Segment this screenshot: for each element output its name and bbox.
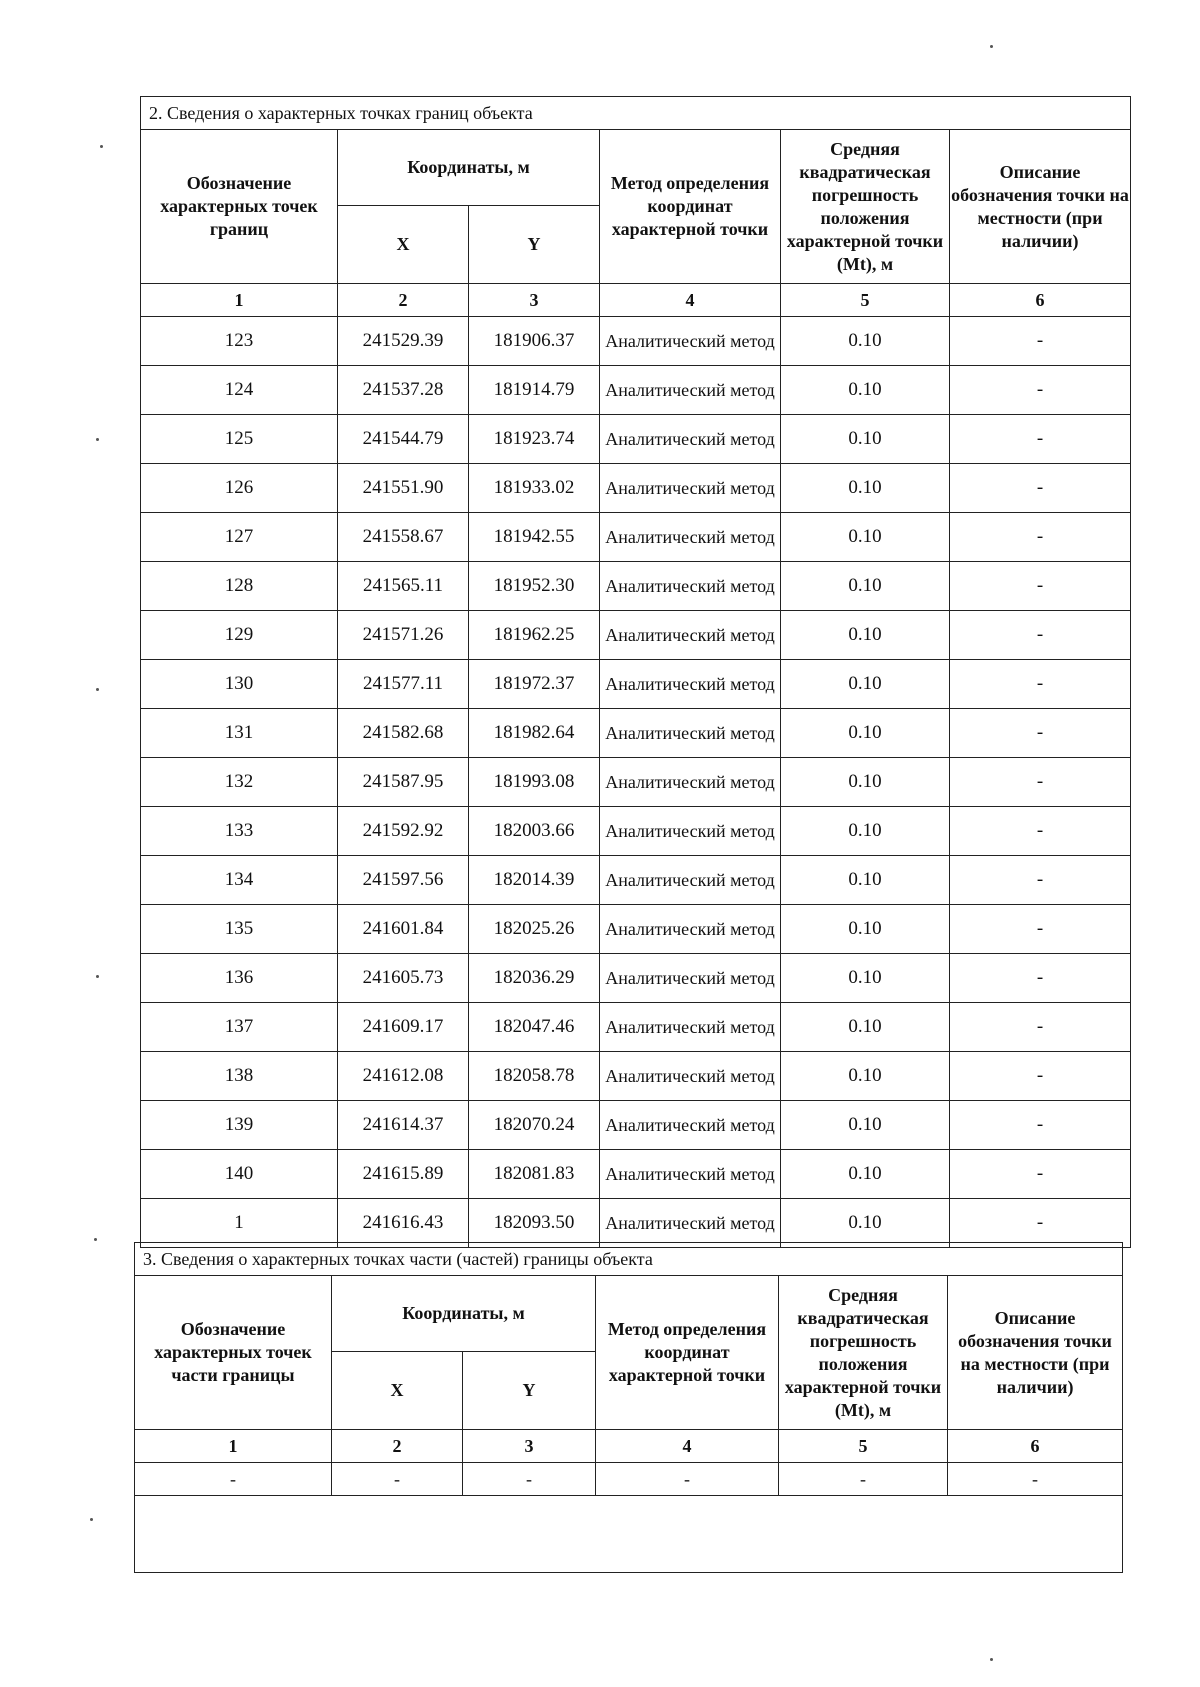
- table-row: [141, 660, 1131, 709]
- x-cell: 241551.90: [338, 464, 469, 513]
- point-cell: 131: [141, 709, 338, 758]
- section-3-title: 3. Сведения о характерных точках части (частей) границы объекта: [135, 1243, 1123, 1276]
- column-number: 2: [338, 284, 469, 317]
- header-method: Метод определения координат характерной точки: [600, 130, 781, 284]
- description-cell: -: [950, 562, 1131, 611]
- error-cell: -: [779, 1463, 948, 1496]
- y-cell: 181952.30: [469, 562, 600, 611]
- column-number: 1: [141, 284, 338, 317]
- point-cell: 130: [141, 660, 338, 709]
- column-numbers-row: [141, 284, 1131, 317]
- point-cell: 135: [141, 905, 338, 954]
- header-error: Средняя квадратическая погрешность положения характерной точки (Mt), м: [781, 130, 950, 284]
- method-cell: Аналитический метод: [600, 513, 781, 562]
- header-x: X: [332, 1352, 463, 1430]
- point-cell: 138: [141, 1052, 338, 1101]
- x-cell: 241587.95: [338, 758, 469, 807]
- error-cell: 0.10: [781, 954, 950, 1003]
- error-cell: 0.10: [781, 611, 950, 660]
- point-cell: 125: [141, 415, 338, 464]
- description-cell: -: [948, 1463, 1123, 1496]
- x-cell: 241615.89: [338, 1150, 469, 1199]
- y-cell: 182070.24: [469, 1101, 600, 1150]
- column-number: 2: [332, 1430, 463, 1463]
- column-number: 5: [779, 1430, 948, 1463]
- x-cell: 241612.08: [338, 1052, 469, 1101]
- error-cell: 0.10: [781, 1101, 950, 1150]
- point-cell: 132: [141, 758, 338, 807]
- error-cell: 0.10: [781, 1199, 950, 1248]
- y-cell: 181933.02: [469, 464, 600, 513]
- header-coords: Координаты, м: [338, 130, 600, 206]
- description-cell: -: [950, 660, 1131, 709]
- table-row: [141, 562, 1131, 611]
- table-row: [141, 513, 1131, 562]
- y-cell: 182003.66: [469, 807, 600, 856]
- table-row: [141, 464, 1131, 513]
- scan-speck: [990, 45, 993, 48]
- error-cell: 0.10: [781, 660, 950, 709]
- x-cell: 241565.11: [338, 562, 469, 611]
- point-cell: 140: [141, 1150, 338, 1199]
- y-cell: 182093.50: [469, 1199, 600, 1248]
- method-cell: Аналитический метод: [600, 317, 781, 366]
- table-row: [141, 954, 1131, 1003]
- scan-speck: [990, 1658, 993, 1661]
- description-cell: -: [950, 317, 1131, 366]
- section-3-container: [134, 1242, 1122, 1573]
- point-cell: 128: [141, 562, 338, 611]
- error-cell: 0.10: [781, 1052, 950, 1101]
- y-cell: 181982.64: [469, 709, 600, 758]
- method-cell: Аналитический метод: [600, 905, 781, 954]
- column-numbers-row: [135, 1430, 1123, 1463]
- method-cell: Аналитический метод: [600, 562, 781, 611]
- method-cell: Аналитический метод: [600, 709, 781, 758]
- header-method: Метод определения координат характерной точки: [596, 1276, 779, 1430]
- header-error: Средняя квадратическая погрешность положения характерной точки (Mt), м: [779, 1276, 948, 1430]
- method-cell: Аналитический метод: [600, 611, 781, 660]
- point-cell: 137: [141, 1003, 338, 1052]
- table-row: [141, 905, 1131, 954]
- y-cell: 182036.29: [469, 954, 600, 1003]
- description-cell: -: [950, 1199, 1131, 1248]
- description-cell: -: [950, 905, 1131, 954]
- y-cell: 182081.83: [469, 1150, 600, 1199]
- header-coords: Координаты, м: [332, 1276, 596, 1352]
- y-cell: 181906.37: [469, 317, 600, 366]
- table-row: [141, 611, 1131, 660]
- column-number: 5: [781, 284, 950, 317]
- method-cell: Аналитический метод: [600, 856, 781, 905]
- x-cell: 241577.11: [338, 660, 469, 709]
- table-row: [141, 1101, 1131, 1150]
- scan-speck: [94, 1238, 97, 1241]
- y-cell: 182014.39: [469, 856, 600, 905]
- scan-speck: [100, 145, 103, 148]
- boundary-points-table: [140, 96, 1131, 1248]
- x-cell: 241529.39: [338, 317, 469, 366]
- point-cell: 126: [141, 464, 338, 513]
- part-boundary-points-table: [134, 1242, 1123, 1573]
- point-cell: 136: [141, 954, 338, 1003]
- error-cell: 0.10: [781, 709, 950, 758]
- point-cell: 133: [141, 807, 338, 856]
- y-cell: 182058.78: [469, 1052, 600, 1101]
- error-cell: 0.10: [781, 317, 950, 366]
- point-cell: 134: [141, 856, 338, 905]
- section-2-title: 2. Сведения о характерных точках границ объекта: [141, 97, 1131, 130]
- header-description: Описание обозначения точки на местности (при наличии): [950, 130, 1131, 284]
- error-cell: 0.10: [781, 1150, 950, 1199]
- table-row: [141, 415, 1131, 464]
- table-row: [135, 1463, 1123, 1496]
- x-cell: 241558.67: [338, 513, 469, 562]
- table-row: [141, 807, 1131, 856]
- description-cell: -: [950, 464, 1131, 513]
- y-cell: 181942.55: [469, 513, 600, 562]
- description-cell: -: [950, 1003, 1131, 1052]
- table-row: [141, 1003, 1131, 1052]
- method-cell: Аналитический метод: [600, 464, 781, 513]
- point-cell: 124: [141, 366, 338, 415]
- column-number: 1: [135, 1430, 332, 1463]
- method-cell: Аналитический метод: [600, 1101, 781, 1150]
- method-cell: Аналитический метод: [600, 758, 781, 807]
- column-number: 3: [463, 1430, 596, 1463]
- x-cell: 241597.56: [338, 856, 469, 905]
- table-row: [141, 709, 1131, 758]
- x-cell: 241544.79: [338, 415, 469, 464]
- column-number: 6: [950, 284, 1131, 317]
- table-row: [141, 1199, 1131, 1248]
- error-cell: 0.10: [781, 856, 950, 905]
- error-cell: 0.10: [781, 415, 950, 464]
- description-cell: -: [950, 366, 1131, 415]
- method-cell: Аналитический метод: [600, 366, 781, 415]
- table-row: [141, 1150, 1131, 1199]
- method-cell: -: [596, 1463, 779, 1496]
- y-cell: -: [463, 1463, 596, 1496]
- x-cell: 241601.84: [338, 905, 469, 954]
- section-3-rows: [135, 1463, 1123, 1496]
- table-row: [141, 366, 1131, 415]
- y-cell: 181972.37: [469, 660, 600, 709]
- scan-speck: [96, 438, 99, 441]
- x-cell: 241571.26: [338, 611, 469, 660]
- section-2-rows: [141, 317, 1131, 1248]
- scan-speck: [90, 1518, 93, 1521]
- empty-area-row: [135, 1496, 1123, 1573]
- x-cell: 241609.17: [338, 1003, 469, 1052]
- x-cell: 241582.68: [338, 709, 469, 758]
- description-cell: -: [950, 709, 1131, 758]
- y-cell: 181962.25: [469, 611, 600, 660]
- x-cell: 241616.43: [338, 1199, 469, 1248]
- point-cell: 129: [141, 611, 338, 660]
- header-description: Описание обозначения точки на местности (при наличии): [948, 1276, 1123, 1430]
- method-cell: Аналитический метод: [600, 1199, 781, 1248]
- x-cell: -: [332, 1463, 463, 1496]
- table-row: [141, 758, 1131, 807]
- method-cell: Аналитический метод: [600, 1150, 781, 1199]
- method-cell: Аналитический метод: [600, 1052, 781, 1101]
- description-cell: -: [950, 415, 1131, 464]
- header-y: Y: [469, 206, 600, 284]
- y-cell: 181914.79: [469, 366, 600, 415]
- description-cell: -: [950, 954, 1131, 1003]
- error-cell: 0.10: [781, 807, 950, 856]
- error-cell: 0.10: [781, 1003, 950, 1052]
- header-x: X: [338, 206, 469, 284]
- method-cell: Аналитический метод: [600, 1003, 781, 1052]
- header-y: Y: [463, 1352, 596, 1430]
- point-cell: -: [135, 1463, 332, 1496]
- x-cell: 241614.37: [338, 1101, 469, 1150]
- description-cell: -: [950, 758, 1131, 807]
- point-cell: 123: [141, 317, 338, 366]
- y-cell: 181923.74: [469, 415, 600, 464]
- method-cell: Аналитический метод: [600, 660, 781, 709]
- x-cell: 241605.73: [338, 954, 469, 1003]
- table-row: [141, 317, 1131, 366]
- description-cell: -: [950, 1150, 1131, 1199]
- method-cell: Аналитический метод: [600, 415, 781, 464]
- column-number: 3: [469, 284, 600, 317]
- point-cell: 1: [141, 1199, 338, 1248]
- empty-area: [135, 1496, 1123, 1573]
- error-cell: 0.10: [781, 464, 950, 513]
- description-cell: -: [950, 513, 1131, 562]
- description-cell: -: [950, 611, 1131, 660]
- method-cell: Аналитический метод: [600, 807, 781, 856]
- point-cell: 127: [141, 513, 338, 562]
- point-cell: 139: [141, 1101, 338, 1150]
- description-cell: -: [950, 856, 1131, 905]
- y-cell: 182025.26: [469, 905, 600, 954]
- header-point: Обозначение характерных точек границ: [141, 130, 338, 284]
- error-cell: 0.10: [781, 905, 950, 954]
- table-row: [141, 856, 1131, 905]
- error-cell: 0.10: [781, 366, 950, 415]
- scan-speck: [96, 975, 99, 978]
- section-2-container: [140, 96, 1130, 1248]
- y-cell: 181993.08: [469, 758, 600, 807]
- description-cell: -: [950, 807, 1131, 856]
- error-cell: 0.10: [781, 513, 950, 562]
- table-row: [141, 1052, 1131, 1101]
- column-number: 4: [596, 1430, 779, 1463]
- x-cell: 241592.92: [338, 807, 469, 856]
- x-cell: 241537.28: [338, 366, 469, 415]
- header-point: Обозначение характерных точек части границы: [135, 1276, 332, 1430]
- column-number: 4: [600, 284, 781, 317]
- error-cell: 0.10: [781, 562, 950, 611]
- scan-speck: [96, 688, 99, 691]
- method-cell: Аналитический метод: [600, 954, 781, 1003]
- error-cell: 0.10: [781, 758, 950, 807]
- description-cell: -: [950, 1052, 1131, 1101]
- y-cell: 182047.46: [469, 1003, 600, 1052]
- description-cell: -: [950, 1101, 1131, 1150]
- column-number: 6: [948, 1430, 1123, 1463]
